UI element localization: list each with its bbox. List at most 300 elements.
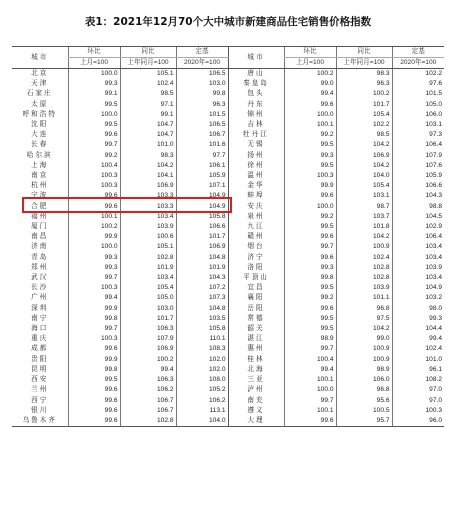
table-row <box>12 130 444 140</box>
cell-city-2: 桂林 <box>228 355 284 365</box>
cell-yoy: 105.4 <box>120 283 176 293</box>
cell-fixed-2: 97.0 <box>392 396 444 406</box>
cell-mom-2: 99.0 <box>284 79 336 89</box>
cell-yoy: 104.1 <box>120 171 176 181</box>
table-row <box>12 355 444 365</box>
cell-mom: 99.3 <box>68 253 120 263</box>
cell-fixed-2: 102.9 <box>392 222 444 232</box>
cell-fixed-2: 102.2 <box>392 69 444 80</box>
cell-fixed: 104.3 <box>176 273 228 283</box>
cell-city-2: 韶关 <box>228 324 284 334</box>
cell-fixed: 102.0 <box>176 355 228 365</box>
cell-mom-2: 100.1 <box>284 406 336 416</box>
cell-fixed-2: 103.4 <box>392 242 444 252</box>
cell-city-2: 包头 <box>228 89 284 99</box>
cell-yoy: 102.8 <box>120 416 176 427</box>
cell-mom-2: 99.5 <box>284 314 336 324</box>
cell-mom: 100.2 <box>68 222 120 232</box>
cell-fixed: 101.6 <box>176 140 228 150</box>
cell-yoy-2: 95.7 <box>336 416 392 427</box>
cell-yoy-2: 96.8 <box>336 385 392 395</box>
cell-city-2: 金华 <box>228 181 284 191</box>
cell-yoy: 104.2 <box>120 161 176 171</box>
cell-mom-2: 99.3 <box>284 151 336 161</box>
cell-fixed: 105.8 <box>176 212 228 222</box>
cell-yoy-2: 103.7 <box>336 212 392 222</box>
cell-fixed-2: 97.3 <box>392 130 444 140</box>
col-header-yoy-base-2: 上年同月=100 <box>336 58 392 69</box>
cell-yoy: 105.1 <box>120 69 176 80</box>
table-row <box>12 181 444 191</box>
cell-fixed-2: 97.0 <box>392 385 444 395</box>
cell-yoy-2: 104.2 <box>336 324 392 334</box>
cell-city: 贵阳 <box>31 355 49 363</box>
cell-fixed-2: 106.6 <box>392 181 444 191</box>
cell-fixed: 99.8 <box>176 89 228 99</box>
cell-yoy: 103.0 <box>120 304 176 314</box>
cell-mom: 99.7 <box>68 140 120 150</box>
cell-mom: 99.7 <box>68 324 120 334</box>
cell-fixed: 101.9 <box>176 263 228 273</box>
cell-mom-2: 100.0 <box>284 110 336 120</box>
cell-mom: 99.6 <box>68 396 120 406</box>
cell-fixed-2: 103.4 <box>392 253 444 263</box>
cell-mom: 99.8 <box>68 314 120 324</box>
table-row <box>12 304 444 314</box>
cell-city-2: 秦皇岛 <box>228 79 284 89</box>
cell-city-2: 九江 <box>228 222 284 232</box>
cell-city: 沈阳 <box>31 121 49 129</box>
cell-city: 西宁 <box>31 396 49 404</box>
cell-yoy: 98.5 <box>120 89 176 99</box>
cell-mom: 99.3 <box>68 263 120 273</box>
cell-yoy: 104.7 <box>120 130 176 140</box>
cell-yoy-2: 101.8 <box>336 222 392 232</box>
table-row <box>12 283 444 293</box>
cell-city-2: 宜昌 <box>228 283 284 293</box>
cell-mom-2: 99.4 <box>284 365 336 375</box>
cell-yoy-2: 104.2 <box>336 140 392 150</box>
col-header-mom: 环比 <box>68 47 120 58</box>
cell-fixed-2: 96.0 <box>392 416 444 427</box>
cell-yoy-2: 100.9 <box>336 344 392 354</box>
table-row <box>12 365 444 375</box>
cell-fixed: 106.5 <box>176 69 228 80</box>
table-row <box>12 171 444 181</box>
cell-mom-2: 98.9 <box>284 334 336 344</box>
cell-yoy-2: 102.4 <box>336 253 392 263</box>
cell-city: 宁波 <box>31 192 49 200</box>
cell-yoy-2: 98.7 <box>336 202 392 212</box>
cell-mom-2: 100.0 <box>284 385 336 395</box>
cell-city-2: 赣州 <box>228 232 284 242</box>
cell-fixed-2: 107.6 <box>392 161 444 171</box>
table-row <box>12 212 444 222</box>
cell-fixed: 108.3 <box>176 344 228 354</box>
cell-fixed: 105.9 <box>176 171 228 181</box>
table-row <box>12 293 444 303</box>
cell-fixed: 102.0 <box>176 365 228 375</box>
cell-mom-2: 99.6 <box>284 100 336 110</box>
table-row <box>12 396 444 406</box>
cell-city-2: 泸州 <box>228 385 284 395</box>
cell-mom-2: 99.2 <box>284 212 336 222</box>
cell-fixed: 106.9 <box>176 242 228 252</box>
cell-city-2: 蚌埠 <box>228 191 284 201</box>
table-row <box>12 100 444 110</box>
cell-mom-2: 99.6 <box>284 253 336 263</box>
col-header-mom-base-2: 上月=100 <box>284 58 336 69</box>
cell-city-2: 洛阳 <box>228 263 284 273</box>
col-header-mom-2: 环比 <box>284 47 336 58</box>
cell-mom-2: 99.4 <box>284 89 336 99</box>
cell-yoy: 103.4 <box>120 212 176 222</box>
table-row <box>12 385 444 395</box>
cell-fixed-2: 101.5 <box>392 89 444 99</box>
cell-fixed-2: 100.3 <box>392 406 444 416</box>
cell-mom-2: 100.1 <box>284 375 336 385</box>
cell-yoy: 100.2 <box>120 355 176 365</box>
table-row <box>12 222 444 232</box>
cell-fixed-2: 105.9 <box>392 171 444 181</box>
cell-fixed-2: 103.9 <box>392 263 444 273</box>
cell-city-2: 济宁 <box>228 253 284 263</box>
cell-yoy-2: 102.8 <box>336 263 392 273</box>
col-header-yoy: 同比 <box>120 47 176 58</box>
table-row <box>12 416 444 427</box>
cell-fixed: 110.1 <box>176 334 228 344</box>
cell-yoy: 102.8 <box>120 253 176 263</box>
cell-yoy: 106.9 <box>120 344 176 354</box>
cell-yoy-2: 98.5 <box>336 130 392 140</box>
cell-yoy-2: 103.9 <box>336 283 392 293</box>
cell-city-2: 大理 <box>228 416 284 427</box>
cell-fixed: 107.3 <box>176 293 228 303</box>
cell-fixed-2: 103.2 <box>392 293 444 303</box>
cell-mom: 99.8 <box>68 365 120 375</box>
cell-fixed-2: 104.9 <box>392 283 444 293</box>
cell-mom: 100.4 <box>68 161 120 171</box>
cell-yoy-2: 96.8 <box>336 304 392 314</box>
cell-mom-2: 99.6 <box>284 191 336 201</box>
cell-yoy: 106.3 <box>120 324 176 334</box>
cell-mom-2: 100.1 <box>284 120 336 130</box>
cell-fixed-2: 98.8 <box>392 202 444 212</box>
cell-city-2: 遵义 <box>228 406 284 416</box>
cell-fixed-2: 104.4 <box>392 324 444 334</box>
table-row <box>12 89 444 99</box>
cell-fixed: 106.6 <box>176 222 228 232</box>
cell-fixed: 106.1 <box>176 161 228 171</box>
cell-city: 西安 <box>31 376 49 384</box>
table-row <box>12 110 444 120</box>
cell-mom: 100.3 <box>68 334 120 344</box>
cell-mom-2: 99.3 <box>284 263 336 273</box>
cell-yoy-2: 102.2 <box>336 120 392 130</box>
cell-mom-2: 99.2 <box>284 130 336 140</box>
cell-city: 北京 <box>31 70 49 77</box>
cell-fixed: 106.2 <box>176 396 228 406</box>
cell-mom-2: 100.4 <box>284 355 336 365</box>
cell-city: 银川 <box>31 406 49 414</box>
cell-yoy: 99.1 <box>120 110 176 120</box>
cell-yoy: 106.7 <box>120 396 176 406</box>
cell-mom-2: 99.5 <box>284 140 336 150</box>
table-row <box>12 375 444 385</box>
cell-mom-2: 99.6 <box>284 232 336 242</box>
cell-yoy-2: 104.0 <box>336 171 392 181</box>
cell-city: 南昌 <box>31 233 49 241</box>
cell-mom-2: 99.8 <box>284 273 336 283</box>
cell-mom: 99.1 <box>68 89 120 99</box>
table-row <box>12 151 444 161</box>
cell-fixed-2: 101.0 <box>392 355 444 365</box>
cell-fixed: 113.1 <box>176 406 228 416</box>
col-header-fixed-2: 定基 <box>392 47 444 58</box>
cell-city: 合肥 <box>31 202 49 210</box>
cell-mom: 99.5 <box>68 120 120 130</box>
cell-fixed: 106.7 <box>176 130 228 140</box>
cell-city: 长沙 <box>31 284 49 292</box>
cell-mom: 100.0 <box>68 242 120 252</box>
cell-mom: 100.3 <box>68 181 120 191</box>
cell-mom: 99.6 <box>68 406 120 416</box>
cell-city: 乌鲁木齐 <box>12 416 68 427</box>
cell-mom-2: 99.2 <box>284 293 336 303</box>
cell-city: 兰州 <box>31 386 49 394</box>
cell-fixed: 97.7 <box>176 151 228 161</box>
cell-city: 深圳 <box>31 304 49 312</box>
cell-mom: 99.6 <box>68 416 120 427</box>
cell-yoy: 102.4 <box>120 79 176 89</box>
cell-city: 南宁 <box>31 314 49 322</box>
cell-city: 福州 <box>31 212 49 220</box>
cell-yoy-2: 99.0 <box>336 334 392 344</box>
price-index-table <box>12 46 444 427</box>
cell-fixed: 103.5 <box>176 314 228 324</box>
cell-city-2: 岳阳 <box>228 304 284 314</box>
table-row <box>12 140 444 150</box>
cell-yoy-2: 98.9 <box>336 365 392 375</box>
cell-city: 南京 <box>31 172 49 180</box>
table-row <box>12 253 444 263</box>
cell-yoy-2: 100.9 <box>336 355 392 365</box>
cell-mom-2: 99.7 <box>284 344 336 354</box>
cell-mom-2: 99.7 <box>284 396 336 406</box>
cell-fixed-2: 102.4 <box>392 344 444 354</box>
col-header-city-2: 城市 <box>228 47 284 69</box>
cell-mom-2: 99.5 <box>284 222 336 232</box>
cell-mom: 99.7 <box>68 273 120 283</box>
cell-mom: 99.5 <box>68 375 120 385</box>
cell-city-2: 烟台 <box>228 242 284 252</box>
cell-city-2: 泉州 <box>228 212 284 222</box>
cell-fixed: 108.0 <box>176 375 228 385</box>
cell-mom: 99.4 <box>68 293 120 303</box>
cell-city-2: 温州 <box>228 171 284 181</box>
cell-city-2: 锦州 <box>228 110 284 120</box>
table-row <box>12 232 444 242</box>
table-row <box>12 273 444 283</box>
cell-fixed-2: 107.9 <box>392 151 444 161</box>
col-header-fixed-base-2: 2020年=100 <box>392 58 444 69</box>
cell-fixed-2: 99.4 <box>392 334 444 344</box>
cell-yoy: 103.9 <box>120 222 176 232</box>
table-row <box>12 314 444 324</box>
cell-city: 杭州 <box>31 182 49 190</box>
col-header-fixed-base: 2020年=100 <box>176 58 228 69</box>
cell-city-2: 湛江 <box>228 334 284 344</box>
cell-fixed-2: 97.6 <box>392 79 444 89</box>
cell-city: 重庆 <box>31 335 49 343</box>
col-header-city: 城市 <box>12 47 68 69</box>
cell-city-2: 惠州 <box>228 344 284 354</box>
cell-mom: 100.3 <box>68 171 120 181</box>
col-header-mom-base: 上月=100 <box>68 58 120 69</box>
cell-city-2: 吉林 <box>228 120 284 130</box>
table-row <box>12 242 444 252</box>
col-header-fixed: 定基 <box>176 47 228 58</box>
cell-fixed-2: 96.1 <box>392 365 444 375</box>
cell-mom: 100.0 <box>68 110 120 120</box>
cell-yoy-2: 106.9 <box>336 151 392 161</box>
table-row <box>12 344 444 354</box>
cell-fixed: 101.5 <box>176 110 228 120</box>
cell-mom: 99.9 <box>68 304 120 314</box>
cell-fixed-2: 104.5 <box>392 212 444 222</box>
table-row <box>12 120 444 130</box>
cell-mom-2: 99.9 <box>284 181 336 191</box>
cell-yoy: 103.3 <box>120 191 176 201</box>
cell-mom: 100.3 <box>68 283 120 293</box>
cell-mom-2: 99.7 <box>284 242 336 252</box>
cell-yoy: 101.9 <box>120 263 176 273</box>
cell-mom-2: 99.5 <box>284 283 336 293</box>
cell-city: 上海 <box>31 161 49 169</box>
cell-yoy-2: 104.2 <box>336 161 392 171</box>
table-row <box>12 334 444 344</box>
cell-fixed: 107.1 <box>176 181 228 191</box>
cell-mom-2: 99.6 <box>284 304 336 314</box>
cell-yoy-2: 106.0 <box>336 375 392 385</box>
cell-city: 哈尔滨 <box>26 151 53 159</box>
cell-city: 海口 <box>31 325 49 333</box>
cell-yoy-2: 104.2 <box>336 232 392 242</box>
cell-fixed: 105.2 <box>176 385 228 395</box>
cell-city-2: 扬州 <box>228 151 284 161</box>
cell-yoy: 106.7 <box>120 406 176 416</box>
cell-yoy-2: 100.5 <box>336 406 392 416</box>
cell-yoy-2: 100.2 <box>336 89 392 99</box>
col-header-yoy-2: 同比 <box>336 47 392 58</box>
cell-mom: 99.6 <box>68 385 120 395</box>
cell-yoy: 100.6 <box>120 232 176 242</box>
cell-mom: 99.6 <box>68 191 120 201</box>
cell-yoy: 106.3 <box>120 375 176 385</box>
cell-yoy: 105.1 <box>120 242 176 252</box>
table-row <box>12 161 444 171</box>
cell-city-2: 北海 <box>228 365 284 375</box>
cell-mom-2: 100.2 <box>284 69 336 80</box>
cell-yoy-2: 98.3 <box>336 69 392 80</box>
cell-yoy: 101.7 <box>120 314 176 324</box>
cell-city: 长春 <box>31 141 49 149</box>
cell-fixed-2: 106.4 <box>392 140 444 150</box>
cell-yoy-2: 102.8 <box>336 273 392 283</box>
cell-city: 青岛 <box>31 253 49 261</box>
cell-mom: 100.0 <box>68 69 120 80</box>
cell-mom-2: 99.6 <box>284 416 336 427</box>
cell-fixed: 104.0 <box>176 416 228 427</box>
cell-fixed-2: 104.3 <box>392 191 444 201</box>
cell-yoy: 101.0 <box>120 140 176 150</box>
table-row <box>12 406 444 416</box>
cell-yoy-2: 95.6 <box>336 396 392 406</box>
cell-city: 济南 <box>31 243 49 251</box>
cell-fixed-2: 103.4 <box>392 273 444 283</box>
cell-fixed-2: 98.0 <box>392 304 444 314</box>
cell-mom: 99.6 <box>68 202 120 212</box>
cell-mom-2: 99.5 <box>284 161 336 171</box>
cell-fixed: 105.8 <box>176 324 228 334</box>
cell-city: 昆明 <box>31 365 49 373</box>
page-title: 表1：2021年12月70个大中城市新建商品住宅销售价格指数 <box>84 16 372 28</box>
cell-yoy: 98.3 <box>120 151 176 161</box>
cell-city-2: 南充 <box>228 396 284 406</box>
cell-yoy: 107.9 <box>120 334 176 344</box>
cell-yoy: 104.7 <box>120 120 176 130</box>
cell-fixed-2: 106.4 <box>392 232 444 242</box>
cell-city: 呼和浩特 <box>22 110 57 118</box>
table-row <box>12 79 444 89</box>
cell-fixed-2: 99.3 <box>392 314 444 324</box>
table-row <box>12 324 444 334</box>
cell-city: 大连 <box>31 131 49 139</box>
table-body <box>12 69 444 427</box>
cell-yoy-2: 101.1 <box>336 293 392 303</box>
cell-fixed-2: 106.0 <box>392 110 444 120</box>
cell-fixed: 104.9 <box>176 191 228 201</box>
cell-fixed: 96.3 <box>176 100 228 110</box>
cell-fixed: 103.0 <box>176 79 228 89</box>
cell-yoy: 106.9 <box>120 181 176 191</box>
cell-mom-2: 99.5 <box>284 324 336 334</box>
cell-mom: 99.9 <box>68 355 120 365</box>
cell-yoy-2: 101.7 <box>336 100 392 110</box>
cell-city: 太原 <box>31 100 49 108</box>
cell-fixed-2: 103.1 <box>392 120 444 130</box>
cell-mom: 100.1 <box>68 212 120 222</box>
cell-city: 天津 <box>31 80 49 88</box>
cell-mom-2: 100.0 <box>284 202 336 212</box>
cell-yoy-2: 97.5 <box>336 314 392 324</box>
cell-city-2: 三亚 <box>228 375 284 385</box>
cell-yoy: 103.4 <box>120 273 176 283</box>
cell-fixed-2: 108.2 <box>392 375 444 385</box>
cell-city: 武汉 <box>31 274 49 282</box>
cell-yoy-2: 105.4 <box>336 110 392 120</box>
col-header-yoy-base: 上年同月=100 <box>120 58 176 69</box>
cell-city-2: 平顶山 <box>228 273 284 283</box>
cell-mom-2: 100.3 <box>284 171 336 181</box>
cell-city: 广州 <box>31 294 49 302</box>
cell-fixed: 104.9 <box>176 202 228 212</box>
cell-yoy: 106.2 <box>120 385 176 395</box>
cell-fixed: 106.5 <box>176 120 228 130</box>
cell-city-2: 唐山 <box>228 69 284 80</box>
table-row <box>12 69 444 80</box>
table-row <box>12 263 444 273</box>
